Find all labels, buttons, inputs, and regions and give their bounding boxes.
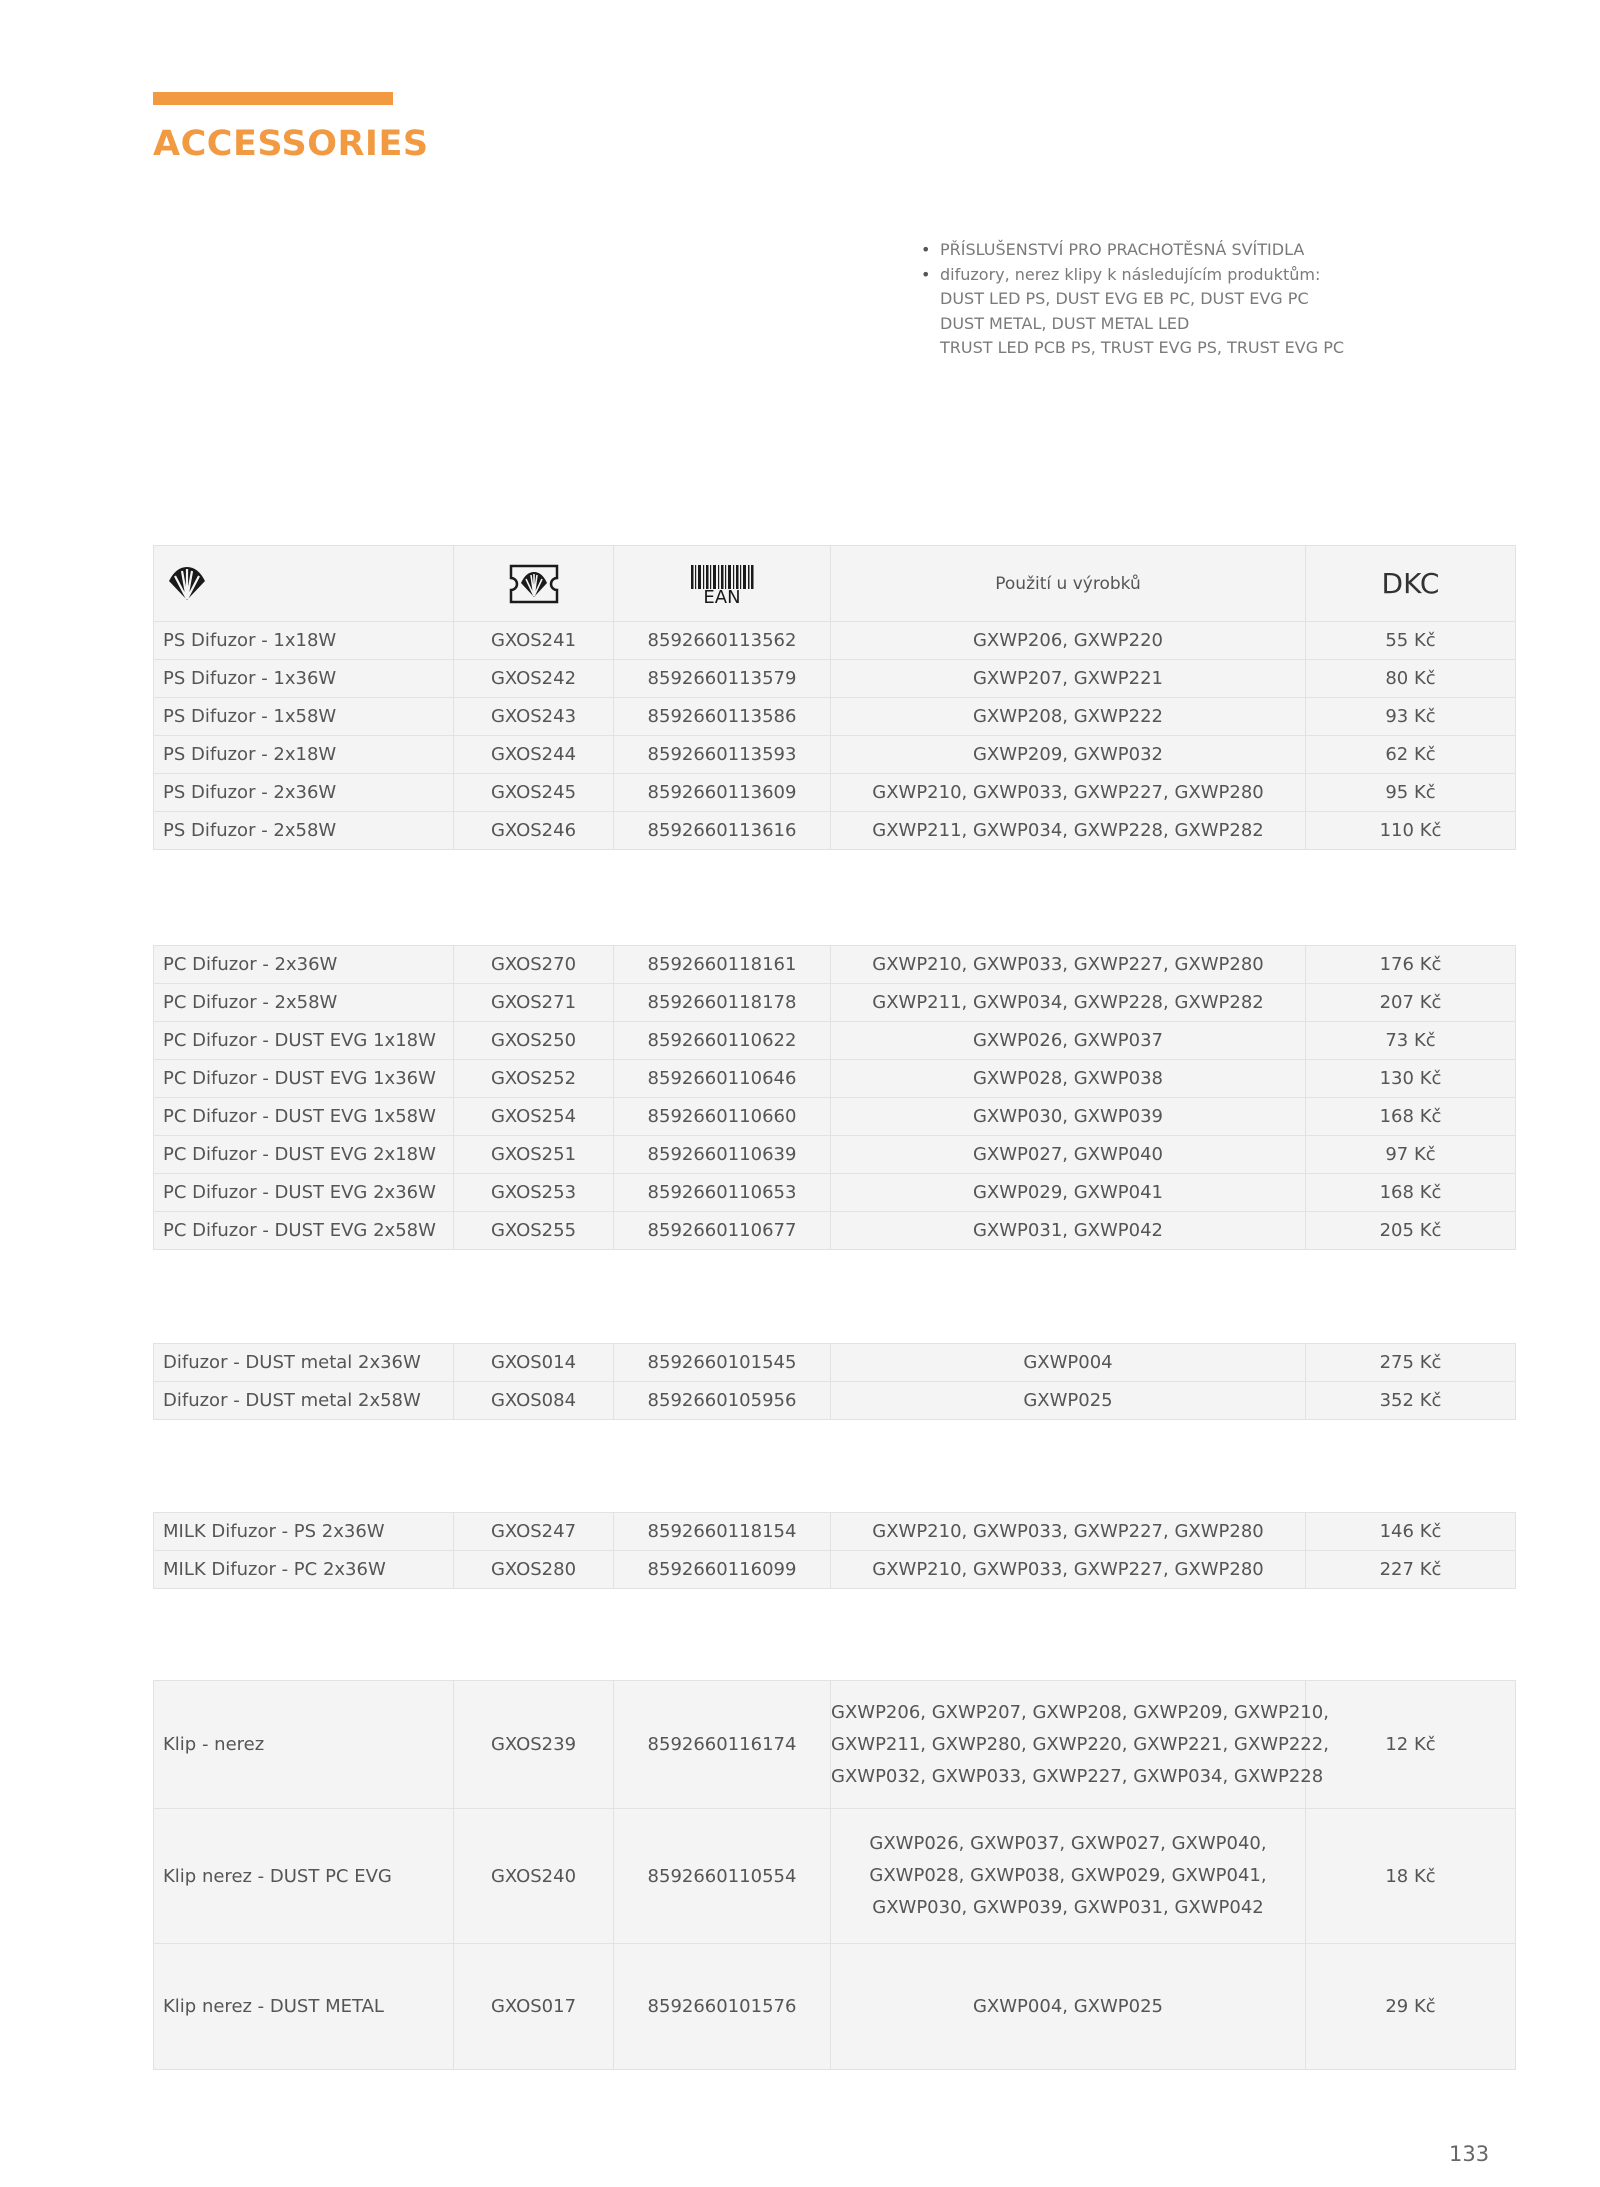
price-cell: 97 Kč <box>1306 1136 1516 1174</box>
ean-cell: 8592660110646 <box>614 1060 831 1098</box>
table-row <box>154 660 1516 698</box>
product-code-cell: GXOS247 <box>454 1513 614 1551</box>
product-code-cell: GXOS245 <box>454 774 614 812</box>
product-code-cell: GXOS239 <box>454 1681 614 1809</box>
compatible-products-cell <box>831 1809 1306 1944</box>
compatible-products-line: GXWP027, GXWP040 <box>972 1143 1164 1165</box>
page-number: 133 <box>1449 2142 1490 2166</box>
ean-cell: 8592660110639 <box>614 1136 831 1174</box>
compatible-products-cell <box>831 812 1306 850</box>
table-row <box>154 984 1516 1022</box>
table-row <box>154 698 1516 736</box>
ean-cell: 8592660113609 <box>614 774 831 812</box>
compatible-products-cell <box>831 1944 1306 2070</box>
compatible-products-cell <box>831 736 1306 774</box>
ean-barcode-icon <box>689 563 755 605</box>
product-name-cell: PS Difuzor - 1x58W <box>154 698 454 736</box>
product-code-cell: GXOS240 <box>454 1809 614 1944</box>
product-name-cell: Difuzor - DUST metal 2x36W <box>154 1344 454 1382</box>
compatible-products-cell <box>831 1681 1329 1809</box>
group-table <box>153 945 1516 1250</box>
table-row <box>154 1136 1516 1174</box>
table-row <box>154 1060 1516 1098</box>
ean-cell: 8592660118178 <box>614 984 831 1022</box>
compatible-products-line: GXWP004 <box>1023 1351 1113 1373</box>
compatible-products-cell <box>831 1174 1306 1212</box>
compatible-products-line: GXWP025 <box>1023 1389 1113 1411</box>
bullet-line: TRUST LED PCB PS, TRUST EVG PS, TRUST EVG PC <box>940 338 1345 357</box>
compatible-products-line: GXWP206, GXWP220 <box>972 629 1164 651</box>
use-column-header: Použití u výrobků <box>995 574 1141 594</box>
compatible-products-cell <box>831 1212 1306 1250</box>
compatible-products-cell <box>831 1513 1306 1551</box>
ean-label: EAN <box>703 586 741 605</box>
price-cell: 207 Kč <box>1306 984 1516 1022</box>
bullet-line: DUST METAL, DUST METAL LED <box>940 313 1190 333</box>
product-name-cell: PC Difuzor - 2x58W <box>154 984 454 1022</box>
bullet-line: • PŘÍSLUŠENSTVÍ PRO PRACHOTĚSNÁ SVÍTIDLA <box>940 240 1305 259</box>
price-cell: 29 Kč <box>1306 1944 1516 2070</box>
price-cell: 12 Kč <box>1306 1681 1516 1809</box>
compatible-products-cell <box>831 1344 1306 1382</box>
table-row <box>154 946 1516 984</box>
product-code-cell: GXOS250 <box>454 1022 614 1060</box>
product-name-cell: PS Difuzor - 2x18W <box>154 736 454 774</box>
price-cell: 55 Kč <box>1306 622 1516 660</box>
bullet-item <box>918 263 1344 361</box>
product-code-cell: GXOS243 <box>454 698 614 736</box>
compatible-products-cell <box>831 622 1306 660</box>
product-code-cell: GXOS242 <box>454 660 614 698</box>
product-name-cell: PC Difuzor - DUST EVG 2x18W <box>154 1136 454 1174</box>
table-row <box>154 1344 1516 1382</box>
price-cell: 227 Kč <box>1306 1551 1516 1589</box>
product-name-cell: Difuzor - DUST metal 2x58W <box>154 1382 454 1420</box>
luminaire-fan-icon <box>166 564 208 604</box>
product-name-cell: Klip nerez - DUST PC EVG <box>154 1809 454 1944</box>
product-code-cell: GXOS014 <box>454 1344 614 1382</box>
compatible-products-line: GXWP207, GXWP221 <box>972 667 1164 689</box>
price-cell: 352 Kč <box>1306 1382 1516 1420</box>
price-column-header: DKC <box>1381 567 1440 600</box>
price-cell: 168 Kč <box>1306 1098 1516 1136</box>
compatible-products-line: GXWP210, GXWP033, GXWP227, GXWP280 <box>872 781 1264 803</box>
product-name-cell: Klip - nerez <box>154 1681 454 1809</box>
group-table <box>153 1343 1516 1420</box>
product-name-cell: PC Difuzor - DUST EVG 2x58W <box>154 1212 454 1250</box>
product-name-cell: PC Difuzor - DUST EVG 1x58W <box>154 1098 454 1136</box>
compatible-products-line: GXWP032, GXWP033, GXWP227, GXWP034, GXWP228 <box>831 1765 1324 1787</box>
ean-cell: 8592660113593 <box>614 736 831 774</box>
price-cell: 205 Kč <box>1306 1212 1516 1250</box>
table-row <box>154 622 1516 660</box>
price-cell: 130 Kč <box>1306 1060 1516 1098</box>
price-cell: 73 Kč <box>1306 1022 1516 1060</box>
compatible-products-cell <box>831 1136 1306 1174</box>
compatible-products-cell <box>831 1022 1306 1060</box>
title-accent-bar <box>153 92 393 105</box>
ean-cell: 8592660101576 <box>614 1944 831 2070</box>
compatible-products-cell <box>831 1382 1306 1420</box>
table-row <box>154 736 1516 774</box>
compatible-products-line: GXWP209, GXWP032 <box>972 743 1164 765</box>
group-table <box>153 1512 1516 1589</box>
product-code-cell: GXOS017 <box>454 1944 614 2070</box>
product-code-cell: GXOS251 <box>454 1136 614 1174</box>
compatible-products-cell <box>831 1551 1306 1589</box>
product-code-cell: GXOS280 <box>454 1551 614 1589</box>
product-code-cell: GXOS254 <box>454 1098 614 1136</box>
header-code-icon-cell <box>454 546 614 622</box>
table-row <box>154 1551 1516 1589</box>
ean-cell: 8592660110677 <box>614 1212 831 1250</box>
price-cell: 110 Kč <box>1306 812 1516 850</box>
ean-cell: 8592660113616 <box>614 812 831 850</box>
intro-bullet-list <box>918 238 1344 361</box>
compatible-products-line: GXWP029, GXWP041 <box>972 1181 1164 1203</box>
table-row <box>154 1681 1516 1809</box>
product-code-cell: GXOS253 <box>454 1174 614 1212</box>
product-code-cell: GXOS252 <box>454 1060 614 1098</box>
ean-cell: 8592660110653 <box>614 1174 831 1212</box>
compatible-products-line: GXWP211, GXWP280, GXWP220, GXWP221, GXWP222, <box>831 1733 1329 1755</box>
ean-cell: 8592660116099 <box>614 1551 831 1589</box>
header-table <box>153 545 1516 622</box>
ean-cell: 8592660105956 <box>614 1382 831 1420</box>
price-cell: 62 Kč <box>1306 736 1516 774</box>
ean-cell: 8592660116174 <box>614 1681 831 1809</box>
compatible-products-line: GXWP206, GXWP207, GXWP208, GXWP209, GXWP210, <box>831 1701 1329 1723</box>
price-cell: 176 Kč <box>1306 946 1516 984</box>
compatible-products-line: GXWP030, GXWP039, GXWP031, GXWP042 <box>872 1897 1264 1918</box>
compatible-products-cell <box>831 1098 1306 1136</box>
table-header-row <box>154 546 1516 622</box>
product-name-cell: PC Difuzor - DUST EVG 2x36W <box>154 1174 454 1212</box>
product-code-cell: GXOS255 <box>454 1212 614 1250</box>
compatible-products-line: GXWP030, GXWP039 <box>972 1105 1164 1127</box>
compatible-products-line: GXWP210, GXWP033, GXWP227, GXWP280 <box>872 1558 1264 1580</box>
header-use-cell <box>831 546 1306 622</box>
price-cell: 168 Kč <box>1306 1174 1516 1212</box>
price-cell: 18 Kč <box>1306 1809 1516 1944</box>
table-row <box>154 1382 1516 1420</box>
table-row <box>154 1212 1516 1250</box>
product-name-cell: Klip nerez - DUST METAL <box>154 1944 454 2070</box>
bullet-item <box>918 238 1344 263</box>
compatible-products-line: GXWP026, GXWP037, GXWP027, GXWP040, <box>869 1833 1267 1854</box>
compatible-products-cell <box>831 1060 1306 1098</box>
ean-cell: 8592660110660 <box>614 1098 831 1136</box>
compatible-products-cell <box>831 660 1306 698</box>
group-table <box>153 1680 1516 2070</box>
compatible-products-cell <box>831 984 1306 1022</box>
ean-cell: 8592660113586 <box>614 698 831 736</box>
ean-cell: 8592660113579 <box>614 660 831 698</box>
compatible-products-cell <box>831 946 1306 984</box>
compatible-products-cell <box>831 698 1306 736</box>
product-code-cell: GXOS244 <box>454 736 614 774</box>
price-cell: 146 Kč <box>1306 1513 1516 1551</box>
price-cell: 275 Kč <box>1306 1344 1516 1382</box>
product-name-cell: MILK Difuzor - PC 2x36W <box>154 1551 454 1589</box>
table-row <box>154 812 1516 850</box>
table-row <box>154 1944 1516 2070</box>
table-row <box>154 774 1516 812</box>
ean-cell: 8592660113562 <box>614 622 831 660</box>
compatible-products-line: GXWP211, GXWP034, GXWP228, GXWP282 <box>872 991 1264 1013</box>
product-code-icon <box>505 563 563 605</box>
table-row <box>154 1174 1516 1212</box>
product-name-cell: PS Difuzor - 2x58W <box>154 812 454 850</box>
product-code-cell: GXOS270 <box>454 946 614 984</box>
compatible-products-line: GXWP028, GXWP038 <box>972 1067 1164 1089</box>
product-name-cell: PS Difuzor - 1x36W <box>154 660 454 698</box>
product-code-cell: GXOS241 <box>454 622 614 660</box>
compatible-products-line: GXWP031, GXWP042 <box>972 1219 1164 1241</box>
product-name-cell: PS Difuzor - 2x36W <box>154 774 454 812</box>
bullet-line: DUST LED PS, DUST EVG EB PC, DUST EVG PC <box>940 289 1309 308</box>
ean-cell: 8592660101545 <box>614 1344 831 1382</box>
table-row <box>154 1022 1516 1060</box>
compatible-products-line: GXWP211, GXWP034, GXWP228, GXWP282 <box>872 819 1264 841</box>
header-price-cell <box>1306 546 1516 622</box>
compatible-products-cell <box>831 774 1306 812</box>
ean-cell: 8592660118154 <box>614 1513 831 1551</box>
price-cell: 95 Kč <box>1306 774 1516 812</box>
ean-cell: 8592660110554 <box>614 1809 831 1944</box>
product-name-cell: PS Difuzor - 1x18W <box>154 622 454 660</box>
table-row <box>154 1809 1516 1944</box>
bullet-line: • difuzory, nerez klipy k následujícím produktům: <box>940 264 1321 284</box>
compatible-products-line: GXWP210, GXWP033, GXWP227, GXWP280 <box>872 1520 1264 1542</box>
group-table <box>153 621 1516 850</box>
product-name-cell: PC Difuzor - DUST EVG 1x36W <box>154 1060 454 1098</box>
compatible-products-line: GXWP028, GXWP038, GXWP029, GXWP041, <box>869 1865 1267 1886</box>
ean-cell: 8592660118161 <box>614 946 831 984</box>
header-ean-cell <box>614 546 831 622</box>
header-icon-cell <box>154 546 454 622</box>
product-name-cell: PC Difuzor - DUST EVG 1x18W <box>154 1022 454 1060</box>
product-name-cell: MILK Difuzor - PS 2x36W <box>154 1513 454 1551</box>
page-title: ACCESSORIES <box>153 124 429 164</box>
product-code-cell: GXOS084 <box>454 1382 614 1420</box>
compatible-products-line: GXWP004, GXWP025 <box>972 1995 1164 2017</box>
table-row <box>154 1513 1516 1551</box>
table-row <box>154 1098 1516 1136</box>
compatible-products-line: GXWP208, GXWP222 <box>972 705 1164 727</box>
product-name-cell: PC Difuzor - 2x36W <box>154 946 454 984</box>
product-code-cell: GXOS246 <box>454 812 614 850</box>
product-code-cell: GXOS271 <box>454 984 614 1022</box>
compatible-products-line: GXWP210, GXWP033, GXWP227, GXWP280 <box>872 953 1264 975</box>
ean-cell: 8592660110622 <box>614 1022 831 1060</box>
compatible-products-line: GXWP026, GXWP037 <box>972 1029 1164 1051</box>
price-cell: 80 Kč <box>1306 660 1516 698</box>
price-cell: 93 Kč <box>1306 698 1516 736</box>
